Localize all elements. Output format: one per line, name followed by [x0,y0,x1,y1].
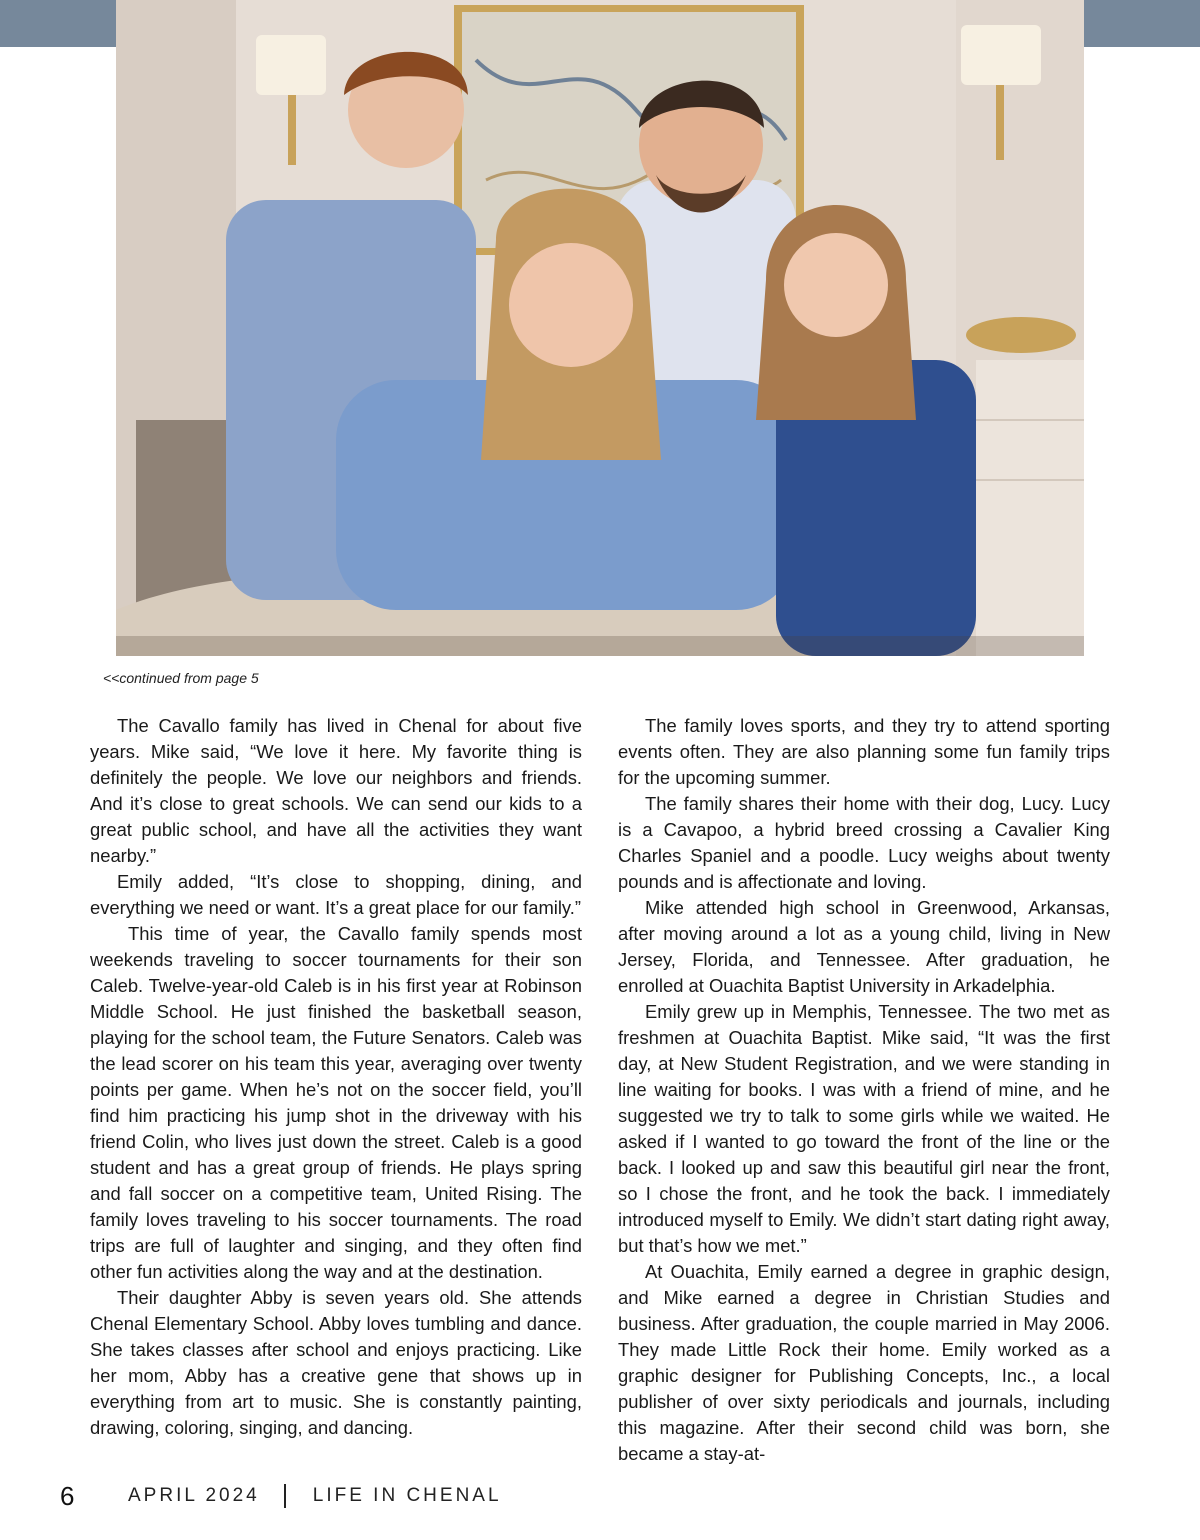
header-band-right [1083,0,1200,47]
family-photo [116,0,1084,656]
article-paragraph: Emily added, “It’s close to shopping, dining, and everything we need or want. It’s a great place for our family.” [90,871,582,918]
article-column-left [90,713,582,1441]
article-paragraph: The family loves sports, and they try to attend sporting events often. They are also planning some fun family trips for the upcoming summer. [618,715,1110,788]
article-paragraph: At Ouachita, Emily earned a degree in graphic design, and Mike earned a degree in Christian Studies and business. After graduation, the couple married in May 2006. They made Little Rock their home. Emily worked as a graphic designer for Publishing Concepts, Inc., a local publisher of over sixty periodicals and journals, including this magazine. After their second child was born, she became a stay-at- [618,1261,1110,1464]
page-footer [60,1478,502,1514]
article-column-right [618,713,1110,1467]
article-paragraph: The family shares their home with their dog, Lucy. Lucy is a Cavapoo, a hybrid breed crossing a Cavalier King Charles Spaniel and a poodle. Lucy weighs about twenty pounds and is affectionate and loving. [618,793,1110,892]
article-paragraph: This time of year, the Cavallo family spends most weekends traveling to soccer tournaments for their son Caleb. Twelve-year-old Caleb is in his first year at Robinson Middle School. He just finished the basketball season, playing for the school team, the Future Senators. Caleb was the lead scorer on his team this year, averaging over twenty points per game. When he’s not on the soccer field, you’ll find him practicing his jump shot in the driveway with his friend Colin, who lives just down the street. Caleb is a good student and has a great group of friends. He plays spring and fall soccer on a competitive team, United Rising. The family loves traveling to his soccer tournaments. The road trips are full of laughter and singing, and they often find other fun activities along the way and at the destination. [90,923,582,1282]
page-number: 6 [60,1480,75,1511]
article-paragraph: Emily grew up in Memphis, Tennessee. The two met as freshmen at Ouachita Baptist. Mike said, “It was the first day, at New Student Registration, and we were standing in line waiting for books. I was with a friend of mine, and he suggested we try to talk to some girls while we waited. He asked if I wanted to go toward the front of the line or the back. I looked up and saw this beautiful girl near the front, so I chose the front, and he took the back. I immediately introduced myself to Emily. We didn’t start dating right away, but that’s how we met.” [618,1001,1110,1256]
continued-caption: <<continued from page 5 [103,670,259,686]
article-paragraph: Their daughter Abby is seven years old. She attends Chenal Elementary School. Abby loves tumbling and dance. She takes classes after school and enjoys practicing. Like her mom, Abby has a creative gene that shows up in everything from art to music. She is constantly painting, drawing, coloring, singing, and dancing. [90,1287,582,1438]
header-band-left [0,0,118,47]
article-paragraph: The Cavallo family has lived in Chenal for about five years. Mike said, “We love it here. My favorite thing is definitely the people. We love our neighbors and friends. And it’s close to great schools. We can send our kids to a great public school, and have all the activities they want nearby.” [90,715,582,866]
footer-divider [284,1484,286,1508]
magazine-name: LIFE IN CHENAL [312,1485,502,1506]
issue-date: APRIL 2024 [128,1485,260,1506]
article-paragraph: Mike attended high school in Greenwood, Arkansas, after moving around a lot as a young child, living in New Jersey, Florida, and Tennessee. After graduation, he enrolled at Ouachita Baptist University in Arkadelphia. [618,897,1110,996]
